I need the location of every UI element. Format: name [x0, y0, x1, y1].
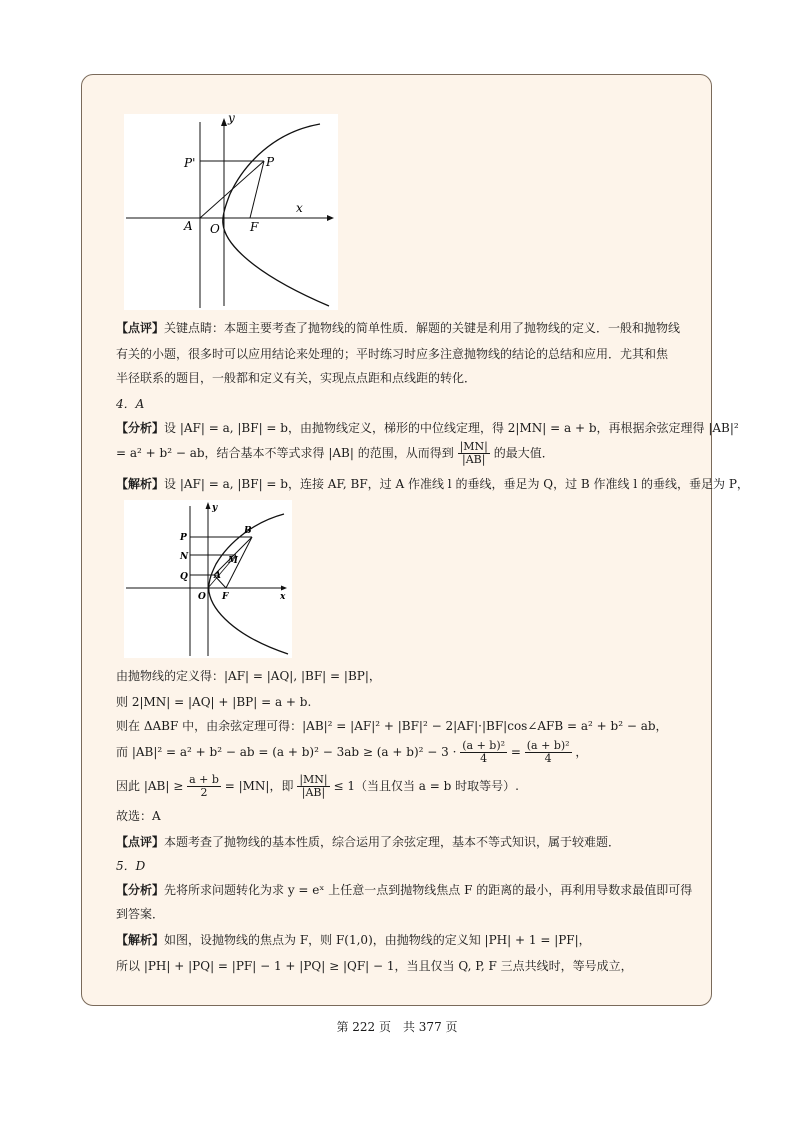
q5-analysis-line1: [116, 882, 692, 898]
q5-analysis-line2: 到答案．: [116, 907, 165, 921]
q4-s4-text-c: ，: [575, 745, 588, 759]
q5-solution-line1: [116, 932, 591, 948]
comment1-line1: [116, 320, 680, 336]
fig2-label-o: O: [198, 592, 206, 602]
q4-answer: 故选：A: [116, 809, 161, 823]
fig1-label-o: O: [210, 222, 220, 236]
frac-numerator: |MN|: [299, 773, 328, 786]
q4-analysis-text3: 的最大值．: [493, 446, 554, 460]
fig2-label-m: M: [228, 556, 238, 566]
q5-analysis-text1: 先将所求问题转化为求 y = eˣ 上任意一点到抛物线焦点 F 的距离的最小，再利用导数求最值即可得: [164, 883, 693, 897]
comment1-line2: 有关的小题，很多时可以应用结论来处理的；平时练习时应多注意抛物线的结论的总结和应用．尤其和焦: [116, 347, 669, 361]
q4-comment-tag: 【点评】: [116, 835, 165, 849]
q4-s4-fraction2: [525, 740, 572, 765]
comment1-line3: 半径联系的题目，一般都和定义有关，实现点点距和点线距的转化．: [116, 371, 477, 385]
q4-solution-text1: 设 |AF| = a, |BF| = b，连接 AF, BF，过 A 作准线 l 的垂线，垂足为 Q，过 B 作准线 l 的垂线，垂足为 P，: [164, 477, 749, 491]
frac-numerator: (a + b)²: [462, 739, 506, 752]
q4-s4-text-a: 而 |AB|² = a² + b² − ab = (a + b)² − 3ab ≥ (a + b)² − 3 ·: [116, 745, 457, 759]
frac-denominator: |AB|: [301, 786, 326, 799]
comment1-tag: 【点评】: [116, 321, 165, 335]
q4-s5-text-c: ≤ 1（当且仅当 a = b 时取等号）.: [333, 779, 519, 793]
q4-solution-line1: [116, 476, 749, 492]
q4-solution-line4: 则在 ΔABF 中，由余弦定理可得：|AB|² = |AF|² + |BF|² − 2|AF|·|BF|cos∠AFB = a² + b² − ab，: [116, 719, 668, 733]
q4-s5-text-b: = |MN|，即: [224, 779, 294, 793]
fig1-label-f: F: [250, 220, 259, 234]
fig2-label-x: x: [280, 592, 286, 602]
fig2-label-q: Q: [180, 572, 188, 582]
parabola-figure-2: [124, 500, 292, 658]
q4-analysis-fraction: [458, 441, 490, 466]
fig2-label-f: F: [222, 592, 229, 602]
fig1-label-x: x: [296, 201, 303, 215]
q4-analysis-line1: [116, 420, 739, 436]
fig2-label-b: B: [244, 526, 252, 536]
fig1-label-y: y: [228, 114, 235, 125]
frac-denominator: 4: [544, 752, 552, 765]
q4-s5-text-a: 因此 |AB| ≥: [116, 779, 184, 793]
frac-denominator: 2: [200, 786, 208, 799]
q4-s5-fraction1: [187, 774, 221, 799]
q4-s5-fraction2: [297, 774, 329, 799]
q4-analysis-text1: 设 |AF| = a, |BF| = b，由抛物线定义，梯形的中位线定理，得 2|MN| = a + b，再根据余弦定理得 |AB|²: [164, 421, 739, 435]
frac-numerator: (a + b)²: [526, 739, 570, 752]
q4-comment: [116, 834, 620, 850]
q4-number: 4．A: [116, 397, 145, 411]
parabola-figure-1: [124, 114, 338, 310]
q4-comment-text: 本题考查了抛物线的基本性质，综合运用了余弦定理，基本不等式知识，属于较难题．: [164, 835, 621, 849]
q4-solution-line2: 由抛物线的定义得：|AF| = |AQ|, |BF| = |BP|，: [116, 669, 381, 683]
q5-solution-tag: 【解析】: [116, 933, 165, 947]
fig1-label-a: A: [184, 219, 193, 233]
q4-analysis-line2: [116, 440, 554, 466]
q5-analysis-tag: 【分析】: [116, 883, 165, 897]
comment1-text1: 关键点睛：本题主要考查了抛物线的简单性质．解题的关键是利用了抛物线的定义．一般和抛物线: [164, 321, 681, 335]
fig2-label-y: y: [212, 503, 218, 513]
q4-s4-text-b: =: [510, 745, 521, 759]
frac-numerator: |MN|: [459, 440, 488, 453]
fig2-label-n: N: [180, 552, 189, 562]
q5-solution-text1: 如图，设抛物线的焦点为 F，则 F(1,0)，由抛物线的定义知 |PH| + 1 = |PF|，: [164, 933, 591, 947]
q4-s4-fraction1: [460, 740, 507, 765]
frac-denominator: 4: [480, 752, 488, 765]
frac-denominator: |AB|: [461, 453, 486, 466]
fig2-label-a: A: [214, 571, 221, 581]
parabola-figure-1-svg: [124, 114, 338, 310]
q5-number: 5．D: [116, 859, 146, 873]
q4-analysis-tag: 【分析】: [116, 421, 165, 435]
frac-numerator: a + b: [189, 773, 219, 786]
fig2-label-p: P: [180, 533, 187, 543]
q5-solution-line2: 所以 |PH| + |PQ| = |PF| − 1 + |PQ| ≥ |QF| − 1，当且仅当 Q, P, F 三点共线时，等号成立，: [116, 959, 633, 973]
q4-solution-line5: [116, 738, 587, 766]
q4-solution-tag: 【解析】: [116, 477, 165, 491]
parabola-figure-2-svg: [124, 500, 292, 658]
page-footer: 第 222 页 共 377 页: [336, 1020, 458, 1034]
q4-solution-line6: [116, 772, 519, 800]
fig1-label-p: P: [266, 155, 275, 169]
fig1-label-p-prime: P': [184, 156, 196, 170]
q4-analysis-text2: = a² + b² − ab，结合基本不等式求得 |AB| 的范围，从而得到: [116, 446, 454, 460]
q4-solution-line3: 则 2|MN| = |AQ| + |BP| = a + b.: [116, 695, 312, 709]
